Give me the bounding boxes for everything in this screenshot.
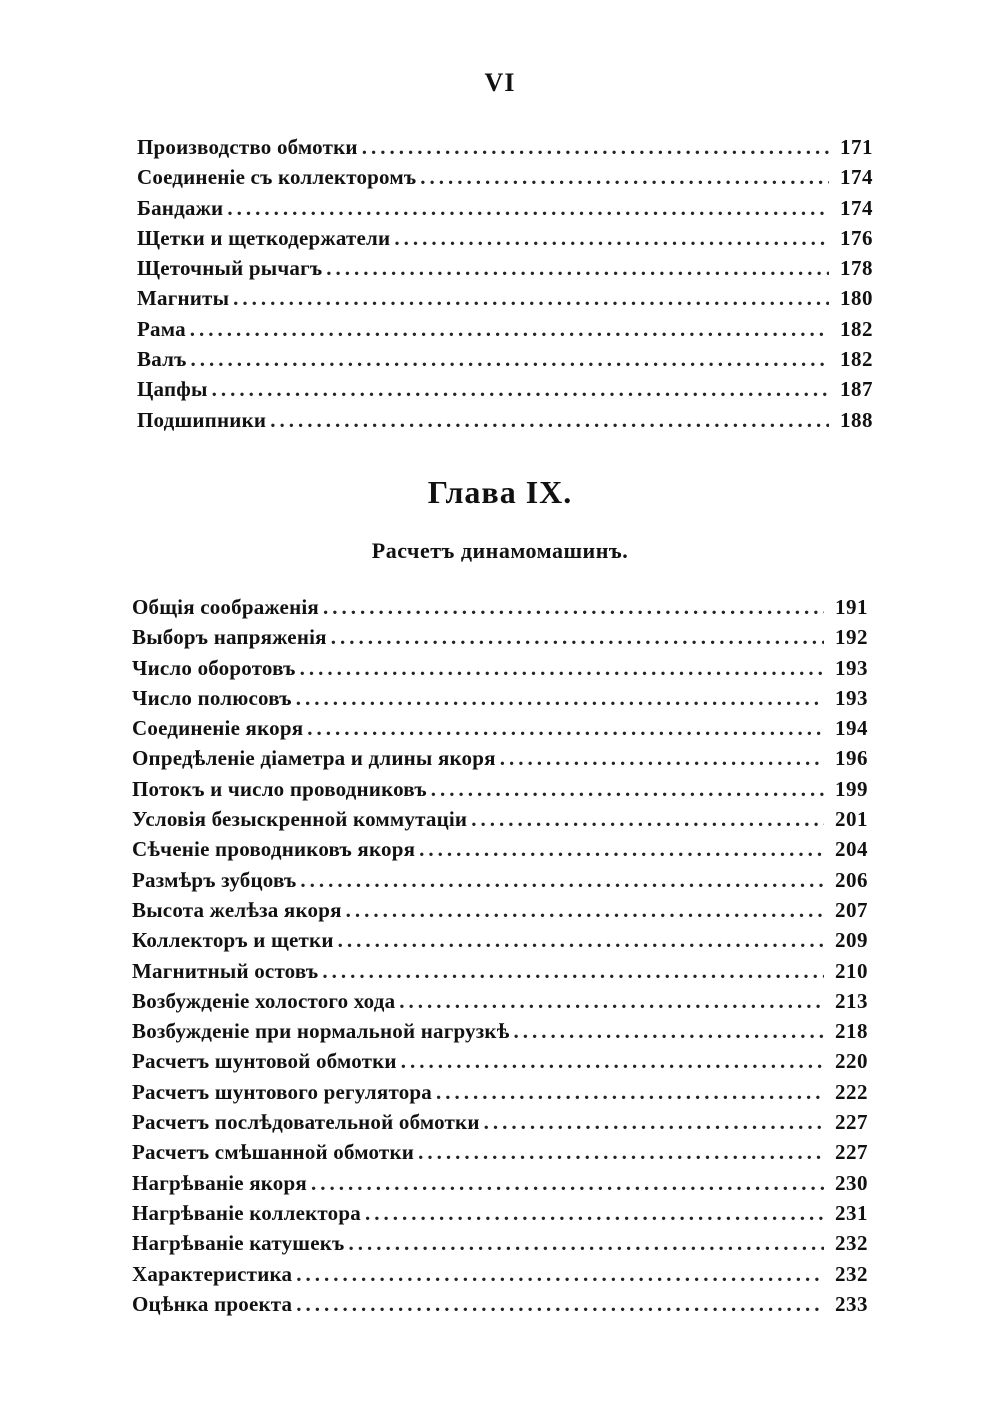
toc-entry xyxy=(132,592,868,622)
dot-leader xyxy=(471,804,824,834)
dot-leader xyxy=(296,1259,824,1289)
toc-entry xyxy=(137,283,873,313)
toc-entry-page: 199 xyxy=(835,776,868,801)
dot-leader xyxy=(418,1137,824,1167)
toc-entry xyxy=(132,1259,868,1289)
toc-entry-title: Общія соображенія xyxy=(132,595,319,619)
toc-entry-page: 209 xyxy=(835,928,868,953)
dot-leader xyxy=(362,132,829,162)
toc-entry-title: Цапфы xyxy=(137,377,208,402)
toc-entry xyxy=(132,653,868,683)
toc-entry-title: Потокъ и число проводниковъ xyxy=(132,776,427,801)
toc-entry-title: Валъ xyxy=(137,347,187,372)
toc-entry-title: Соединеніе якоря xyxy=(132,716,304,741)
dot-leader xyxy=(365,1198,824,1228)
toc-entry xyxy=(132,1107,868,1137)
dot-leader xyxy=(394,223,829,253)
dot-leader xyxy=(420,162,829,192)
toc-entry-title: Щеточный рычагъ xyxy=(137,256,323,281)
toc-entry xyxy=(132,895,868,925)
dot-leader xyxy=(212,374,829,404)
dot-leader xyxy=(401,1046,824,1076)
toc-entry-title: Рама xyxy=(137,316,186,341)
toc-entry-title: Расчетъ шунтового регулятора xyxy=(132,1079,432,1104)
dot-leader xyxy=(338,925,824,955)
toc-entry-title: Размѣръ зубцовъ xyxy=(132,867,297,892)
toc-entry xyxy=(137,314,873,344)
toc-entry xyxy=(132,774,868,804)
toc-entry xyxy=(132,1168,868,1198)
toc-entry-page: 187 xyxy=(840,377,873,402)
dot-leader xyxy=(233,283,829,313)
toc-entry xyxy=(137,132,873,162)
toc-entry xyxy=(132,1137,868,1167)
toc-entry xyxy=(137,253,873,283)
toc-entry xyxy=(137,223,873,253)
dot-leader xyxy=(323,592,824,622)
toc-entry-page: 210 xyxy=(835,958,868,983)
toc-entry-page: 227 xyxy=(835,1110,868,1135)
chapter-subtitle: Расчетъ динамомашинъ. xyxy=(371,538,629,563)
toc-entry-page: 206 xyxy=(835,867,868,892)
toc-entry-page: 227 xyxy=(835,1140,868,1165)
dot-leader xyxy=(514,1016,825,1046)
dot-leader xyxy=(296,1289,824,1319)
toc-entry-title: Магниты xyxy=(137,286,230,311)
toc-entry xyxy=(132,1198,868,1228)
toc-entry-title: Выборъ напряженія xyxy=(132,625,327,650)
toc-entry xyxy=(132,683,868,713)
dot-leader xyxy=(191,344,829,374)
toc-entry-page: 171 xyxy=(840,135,873,159)
toc-entry-page: 188 xyxy=(840,407,873,432)
toc-entry-page: 232 xyxy=(835,1261,868,1286)
toc-entry-title: Расчетъ шунтовой обмотки xyxy=(132,1049,397,1074)
toc-entry-page: 220 xyxy=(835,1049,868,1074)
toc-entry xyxy=(132,1016,868,1046)
toc-entry-title: Число полюсовъ xyxy=(132,685,292,710)
toc-entry xyxy=(132,1289,868,1319)
dot-leader xyxy=(326,253,829,283)
toc-entry-page: 194 xyxy=(835,716,868,741)
toc-entry-title: Опредѣленіе діаметра и длины якоря xyxy=(132,746,496,771)
dot-leader xyxy=(227,193,829,223)
toc-entry-title: Нагрѣваніе коллектора xyxy=(132,1200,361,1225)
page-number: VI xyxy=(484,68,516,97)
toc-entry-title: Магнитный остовъ xyxy=(132,958,319,983)
toc-entry-page: 207 xyxy=(835,897,868,922)
toc-entry-page: 213 xyxy=(835,988,868,1013)
toc-entry-title: Нагрѣваніе якоря xyxy=(132,1170,307,1195)
dot-leader xyxy=(270,405,829,435)
dot-leader xyxy=(346,895,824,925)
dot-leader xyxy=(431,774,824,804)
toc-entry-title: Расчетъ смѣшанной обмотки xyxy=(132,1140,415,1165)
toc-entry-title: Оцѣнка проекта xyxy=(132,1291,293,1316)
toc-section-b xyxy=(132,592,868,1319)
toc-entry-title: Соединеніе съ коллекторомъ xyxy=(137,165,417,190)
toc-entry-page: 204 xyxy=(835,837,868,862)
toc-entry xyxy=(132,956,868,986)
toc-entry xyxy=(137,162,873,192)
toc-section-a xyxy=(137,132,873,435)
toc-entry-page: 180 xyxy=(840,286,873,311)
toc-entry-title: Нагрѣваніе катушекъ xyxy=(132,1231,345,1256)
toc-entry-page: 233 xyxy=(835,1291,868,1316)
toc-entry-page: 193 xyxy=(835,655,868,680)
toc-entry-page: 196 xyxy=(835,746,868,771)
toc-entry-title: Щетки и щеткодержатели xyxy=(137,225,391,250)
toc-entry-title: Характеристика xyxy=(132,1261,293,1286)
toc-entry xyxy=(137,193,873,223)
dot-leader xyxy=(307,713,824,743)
toc-entry-page: 182 xyxy=(840,316,873,341)
toc-entry-page: 178 xyxy=(840,256,873,281)
dot-leader xyxy=(348,1228,824,1258)
toc-entry xyxy=(132,622,868,652)
toc-entry-title: Возбужденіе холостого хода xyxy=(132,988,396,1013)
toc-entry-page: 232 xyxy=(835,1231,868,1256)
toc-entry-title: Расчетъ послѣдовательной обмотки xyxy=(132,1110,480,1135)
dot-leader xyxy=(300,653,824,683)
toc-entry-title: Число оборотовъ xyxy=(132,655,296,680)
toc-entry-title: Условія безыскренной коммутаціи xyxy=(132,807,468,832)
toc-entry xyxy=(132,986,868,1016)
dot-leader xyxy=(399,986,824,1016)
toc-entry xyxy=(132,804,868,834)
toc-entry xyxy=(132,1077,868,1107)
toc-entry-page: 176 xyxy=(840,225,873,250)
toc-entry xyxy=(132,743,868,773)
dot-leader xyxy=(436,1077,824,1107)
dot-leader xyxy=(419,834,824,864)
toc-entry-title: Бандажи xyxy=(137,195,224,220)
toc-entry-page: 182 xyxy=(840,347,873,372)
toc-entry xyxy=(132,925,868,955)
toc-entry-page: 218 xyxy=(835,1019,868,1044)
dot-leader xyxy=(311,1168,824,1198)
toc-entry-page: 174 xyxy=(840,195,873,220)
toc-entry xyxy=(137,405,873,435)
toc-entry xyxy=(132,834,868,864)
dot-leader xyxy=(300,865,824,895)
toc-entry-page: 193 xyxy=(835,685,868,710)
toc-entry xyxy=(132,865,868,895)
toc-entry xyxy=(132,713,868,743)
toc-entry-page: 192 xyxy=(835,625,868,650)
toc-entry-title: Высота желѣза якоря xyxy=(132,897,342,922)
toc-entry-title: Производство обмотки xyxy=(137,135,358,159)
toc-entry-page: 174 xyxy=(840,165,873,190)
chapter-heading: Глава IX. xyxy=(427,474,573,510)
toc-entry-page: 231 xyxy=(835,1200,868,1225)
dot-leader xyxy=(190,314,829,344)
dot-leader xyxy=(500,743,824,773)
toc-entry xyxy=(137,374,873,404)
toc-entry-page: 191 xyxy=(835,595,868,619)
toc-entry-title: Сѣченіе проводниковъ якоря xyxy=(132,837,416,862)
dot-leader xyxy=(296,683,824,713)
toc-entry xyxy=(137,344,873,374)
dot-leader xyxy=(484,1107,824,1137)
toc-entry-page: 201 xyxy=(835,807,868,832)
dot-leader xyxy=(322,956,824,986)
toc-entry xyxy=(132,1046,868,1076)
toc-entry-title: Коллекторъ и щетки xyxy=(132,928,334,953)
toc-entry-title: Подшипники xyxy=(137,407,267,432)
dot-leader xyxy=(331,622,824,652)
toc-entry-page: 230 xyxy=(835,1170,868,1195)
toc-entry-title: Возбужденіе при нормальной нагрузкѣ xyxy=(132,1019,510,1044)
toc-entry-page: 222 xyxy=(835,1079,868,1104)
toc-entry xyxy=(132,1228,868,1258)
